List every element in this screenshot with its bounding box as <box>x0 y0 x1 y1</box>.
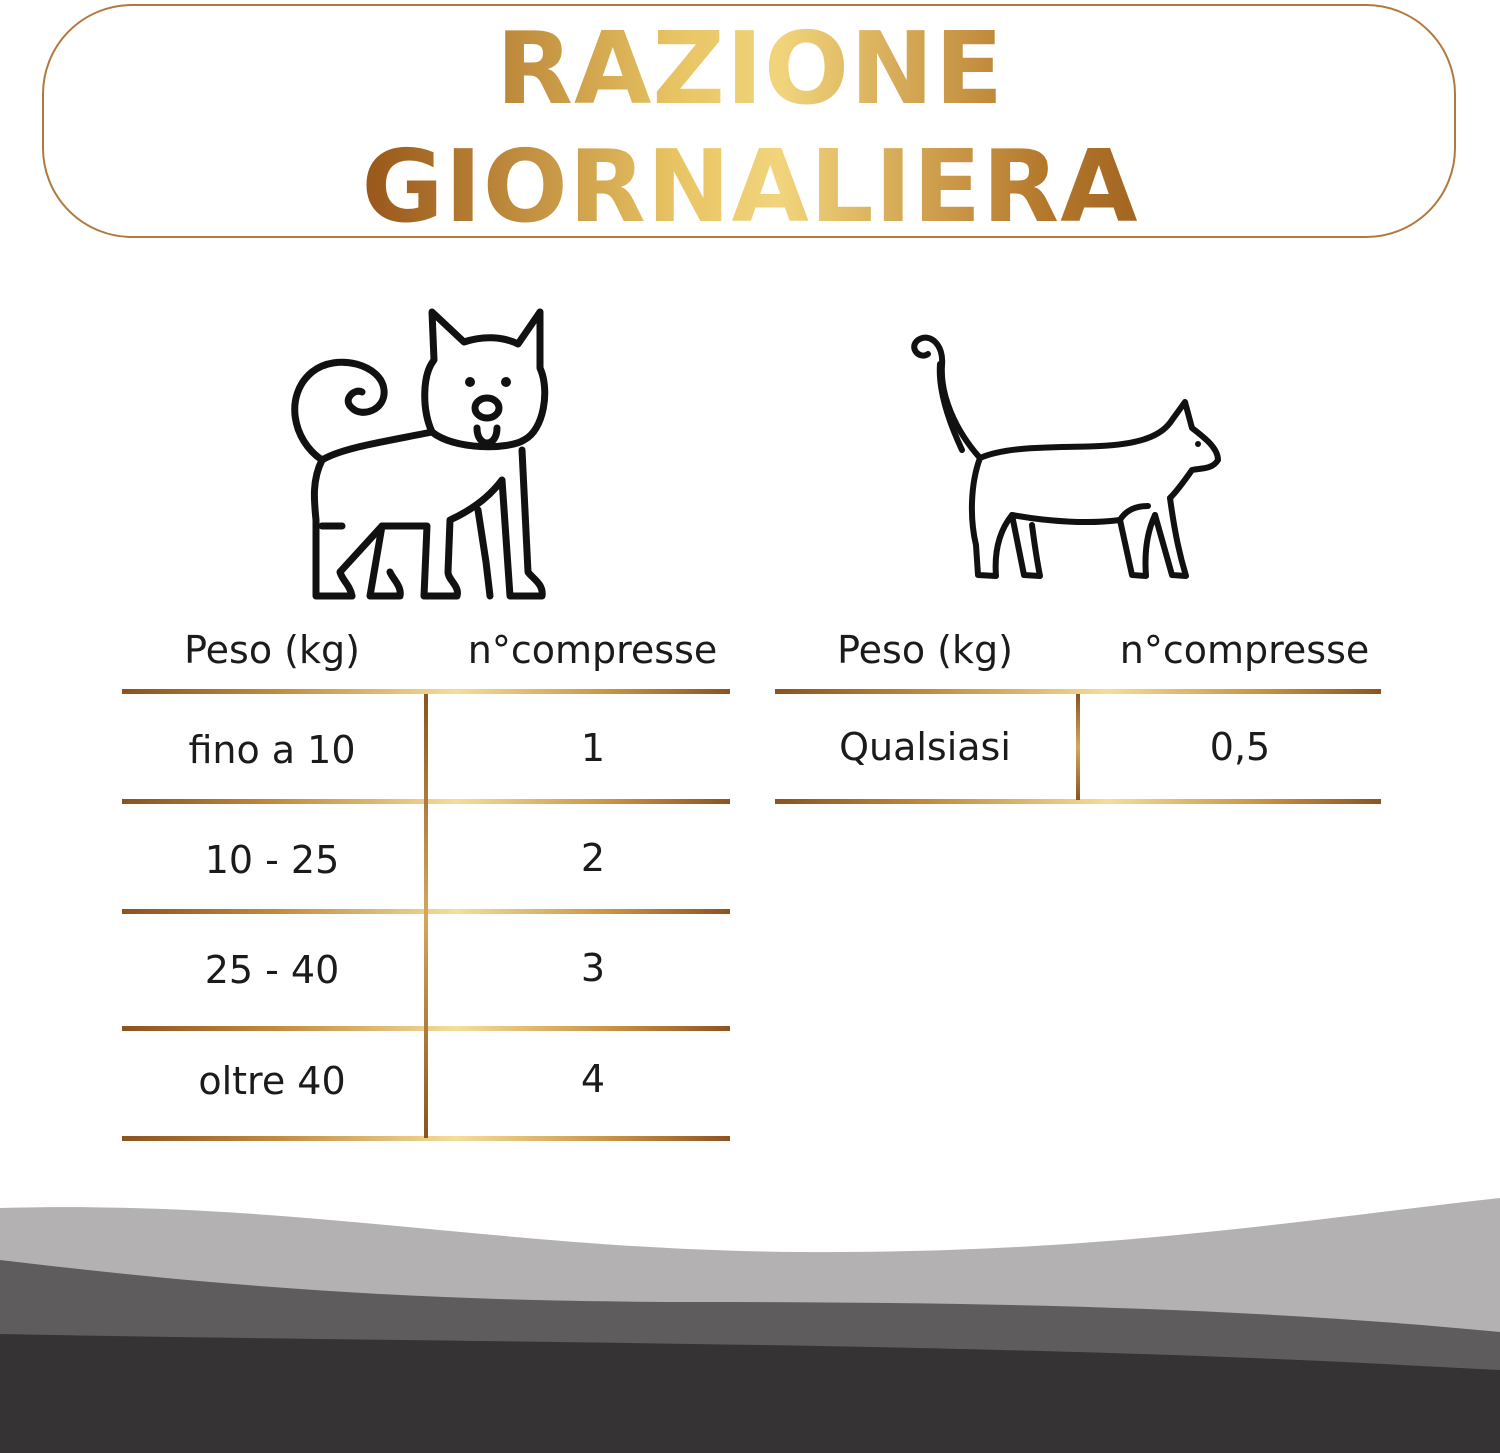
title-line-1: RAZIONE <box>0 14 1500 124</box>
cat-row-1-weight: Qualsiasi <box>839 725 1011 769</box>
dog-row-3-weight: 25 - 40 <box>204 948 340 992</box>
dog-row-4-weight: oltre 40 <box>198 1059 346 1103</box>
cat-icon <box>900 320 1230 590</box>
dog-row-2-weight: 10 - 25 <box>204 838 340 882</box>
dog-row-2-tablets: 2 <box>580 836 606 880</box>
dog-row-3-tablets: 3 <box>580 946 606 990</box>
dog-table-header-tablets: n°compresse <box>467 628 718 672</box>
cat-row-1-tablets: 0,5 <box>1209 725 1271 769</box>
dog-icon <box>282 300 552 610</box>
dog-row-1-weight: fino a 10 <box>188 728 356 772</box>
dog-table-header-weight: Peso (kg) <box>184 628 360 672</box>
dog-row-1-tablets: 1 <box>580 726 606 770</box>
cat-table-header-tablets: n°compresse <box>1119 628 1370 672</box>
bottom-wave-decoration <box>0 1190 1500 1453</box>
cat-table-header-weight: Peso (kg) <box>837 628 1013 672</box>
dog-row-4-tablets: 4 <box>580 1057 606 1101</box>
title-line-2: GIORNALIERA <box>0 132 1500 242</box>
